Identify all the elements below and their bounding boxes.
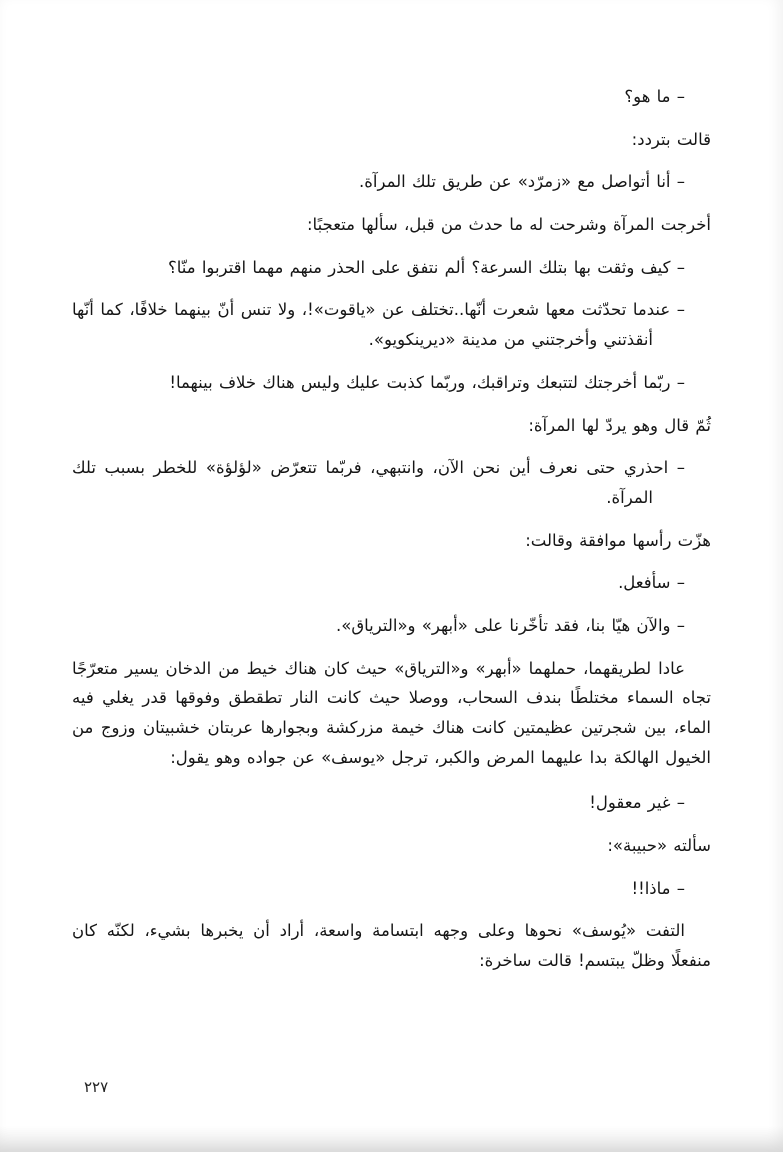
text-line-narration: ثُمّ قال وهو يردّ لها المرآة: bbox=[528, 415, 711, 435]
text-line-paragraph: التفت «يُوسف» نحوها وعلى وجهه ابتسامة واسعة، أراد أن يخبرها بشيء، لكنّه كان منفعلًا وظلّ يبتسم! قالت ساخرة: bbox=[72, 921, 711, 971]
text-line-dialogue: – أنا أتواصل مع «زمرّد» عن طريق تلك المرآة. bbox=[359, 172, 685, 192]
text-line-narration: قالت بتردد: bbox=[631, 129, 711, 149]
text-line-dialogue: – احذري حتى نعرف أين نحن الآن، وانتبهي، فربّما تتعرّض «لؤلؤة» للخطر بسبب تلك المرآة. bbox=[72, 458, 685, 507]
text-line-dialogue: – عندما تحدّثت معها شعرت أنّها..تختلف عن «ياقوت»!، ولا تنس أنّ بينهما خلافًا، كما أنّها أنقذتني وأخرجتني من مدينة «ديرينكويو». bbox=[72, 300, 685, 350]
text-line-paragraph: عادا لطريقهما، حملهما «أبهر» و«الترياق» حيث كان هناك خيط من الدخان يسير متعرّجًا تجاه السماء مختلطًا بندف السحاب، ووصلا حيث كانت النار تطقطق وفوقها قدر يغلي فيه الماء، بين شجرتين عظيمتين كانت هناك خيمة مزركشة وبجوارها عربتان خشبيتان وزوج من الخيول الهالكة بدا عليهما المرض والكبر، ترجل «يوسف» عن جواده وهو يقول: bbox=[72, 658, 711, 767]
page-number: ٢٢٧ bbox=[84, 1078, 109, 1096]
text-line-narration: هزّت رأسها موافقة وقالت: bbox=[525, 530, 711, 550]
text-line-dialogue: – سأفعل. bbox=[618, 573, 685, 593]
text-line-dialogue: – والآن هيّا بنا، فقد تأخّرنا على «أبهر» و«الترياق». bbox=[335, 615, 685, 635]
text-line-dialogue: – كيف وثقت بها بتلك السرعة؟ ألم نتفق على الحذر منهم مهما اقتربوا منّا؟ bbox=[168, 257, 685, 277]
page-text bbox=[72, 82, 711, 992]
text-line-dialogue: – غير معقول! bbox=[589, 793, 685, 813]
text-line-narration: سألته «حبيبة»: bbox=[607, 836, 711, 856]
text-line-dialogue: – ما هو؟ bbox=[624, 87, 685, 106]
text-line-narration: أخرجت المرآة وشرحت له ما حدث من قبل، سألها متعجبًا: bbox=[306, 215, 711, 235]
text-line-dialogue: – ماذا!! bbox=[631, 878, 685, 898]
text-line-dialogue: – ربّما أخرجتك لتتبعك وتراقبك، وربّما كذبت عليك وليس هناك خلاف بينهما! bbox=[169, 372, 685, 392]
